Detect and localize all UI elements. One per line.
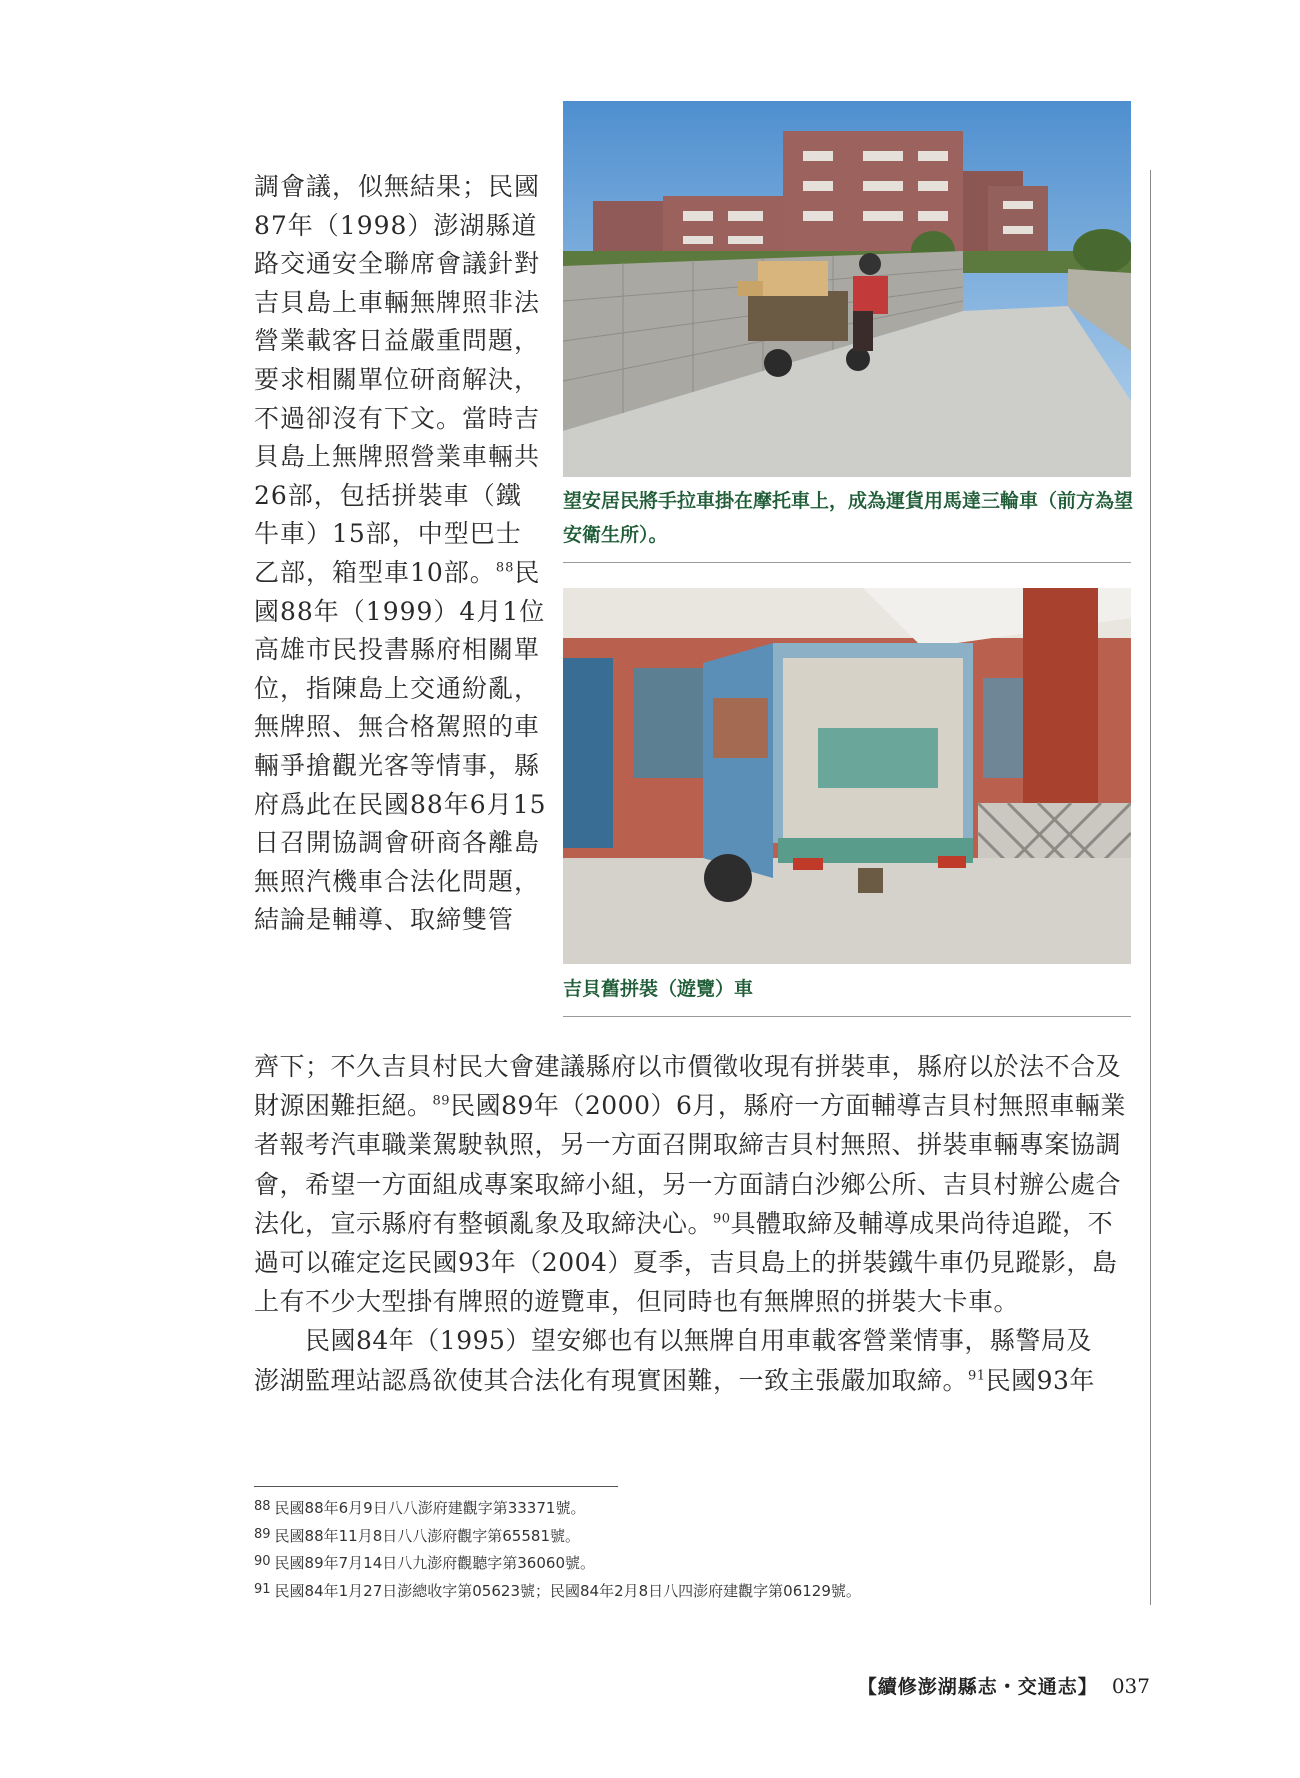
footnote-ref[interactable]: 90 <box>713 1211 731 1227</box>
column-line: 吉貝島上車輛無牌照非法 <box>254 287 541 317</box>
body-line: 法化，宣示縣府有整頓亂象及取締決心。$^{90}$具體取締及輔導成果尚待追蹤，不 <box>254 1208 1114 1238</box>
column-line: 無牌照、無合格駕照的車 <box>254 712 541 742</box>
body-line: 澎湖監理站認爲欲使其合法化有現實困難，一致主張嚴加取締。$^{91}$民國93年 <box>254 1365 1095 1395</box>
footnote-item <box>254 1494 861 1522</box>
photo-caption: 望安居民將手拉車掛在摩托車上，成為運貨用馬達三輪車（前方為望安衛生所）。 <box>563 490 1134 546</box>
body-line: 上有不少大型掛有牌照的遊覽車，但同時也有無牌照的拼裝大卡車。 <box>254 1287 1020 1317</box>
column-line: 日召開協調會研商各離島 <box>254 828 541 858</box>
column-line: 營業載客日益嚴重問題， <box>254 326 541 356</box>
footnote-text: 民國88年6月9日八八澎府建觀字第33371號。 <box>274 1499 586 1517</box>
column-line: 國88年（1999）4月1位 <box>254 596 546 626</box>
column-line: 貝島上無牌照營業車輛共 <box>254 442 541 472</box>
body-line: 者報考汽車職業駕駛執照，另一方面召開取締吉貝村無照、拼裝車輛專案協調 <box>254 1130 1122 1160</box>
column-line: 結論是輔導、取締雙管 <box>254 905 515 935</box>
footnote-number: 90 <box>254 1554 271 1569</box>
column-line: 府爲此在民國88年6月15 <box>254 789 547 819</box>
body-line: 民國84年（1995）望安鄉也有以無牌自用車載客營業情事，縣警局及 <box>254 1326 1092 1356</box>
divider <box>563 1016 1131 1017</box>
footnote-text: 民國89年7月14日八九澎府觀聽字第36060號。 <box>274 1554 595 1572</box>
photo-motorcycle-cart <box>563 101 1131 477</box>
column-line: 調會議，似無結果；民國 <box>254 172 541 201</box>
footnotes <box>254 1494 861 1604</box>
footnote-number: 89 <box>254 1526 271 1542</box>
body-line: 過可以確定迄民國93年（2004）夏季，吉貝島上的拼裝鐵牛車仍見蹤影，島 <box>254 1248 1118 1278</box>
footnote-divider <box>254 1486 618 1487</box>
body-line: 齊下；不久吉貝村民大會建議縣府以市價徵收現有拼裝車，縣府以於法不合及 <box>254 1052 1122 1081</box>
book-title: 【續修澎湖縣志・交通志】 <box>857 1676 1098 1698</box>
column-line: 高雄市民投書縣府相關單 <box>254 635 541 665</box>
footnote-ref[interactable]: 91 <box>968 1368 986 1384</box>
footnote-item <box>254 1577 861 1605</box>
column-text <box>254 168 547 940</box>
column-line: 要求相關單位研商解決， <box>254 364 541 394</box>
photo-converted-truck <box>563 588 1131 964</box>
footnote-ref[interactable]: 89 <box>432 1093 451 1109</box>
column-line: 輛爭搶觀光客等情事，縣 <box>254 750 541 780</box>
column-line: 乙部，箱型車10部。$^{88}$民 <box>254 557 541 587</box>
column-line: 路交通安全聯席會議針對 <box>254 249 541 279</box>
footnote-ref[interactable]: 88 <box>495 560 515 576</box>
footnote-number: 88 <box>254 1499 271 1514</box>
body-text <box>254 1047 1134 1400</box>
footnote-text: 民國84年1月27日澎總收字第05623號；民國84年2月8日八四澎府建觀字第06129號。 <box>274 1581 861 1600</box>
column-line: 87年（1998）澎湖縣道 <box>254 210 538 240</box>
body-line: 會，希望一方面組成專案取締小組，另一方面請白沙鄉公所、吉貝村辦公處合 <box>254 1169 1122 1199</box>
column-line: 不過卻沒有下文。當時吉 <box>254 403 541 433</box>
column-line: 26部，包括拼裝車（鐵 <box>254 480 522 510</box>
footnote-item <box>254 1549 861 1577</box>
photo-caption: 吉貝舊拼裝（遊覽）車 <box>563 978 754 1000</box>
column-line: 牛車）15部，中型巴士 <box>254 519 522 549</box>
footnote-number: 91 <box>254 1581 271 1597</box>
footnote-item <box>254 1522 861 1550</box>
page-footer <box>858 1672 1150 1699</box>
divider <box>563 562 1131 563</box>
page-number: 037 <box>1111 1674 1150 1698</box>
footnote-text: 民國88年11月8日八八澎府觀字第65581號。 <box>274 1526 580 1545</box>
column-line: 位，指陳島上交通紛亂， <box>254 673 541 703</box>
margin-line <box>1150 170 1151 1605</box>
body-line: 財源困難拒絕。$^{89}$民國89年（2000）6月，縣府一方面輔導吉貝村無照車輛業 <box>254 1091 1126 1121</box>
column-line: 無照汽機車合法化問題， <box>254 866 541 896</box>
